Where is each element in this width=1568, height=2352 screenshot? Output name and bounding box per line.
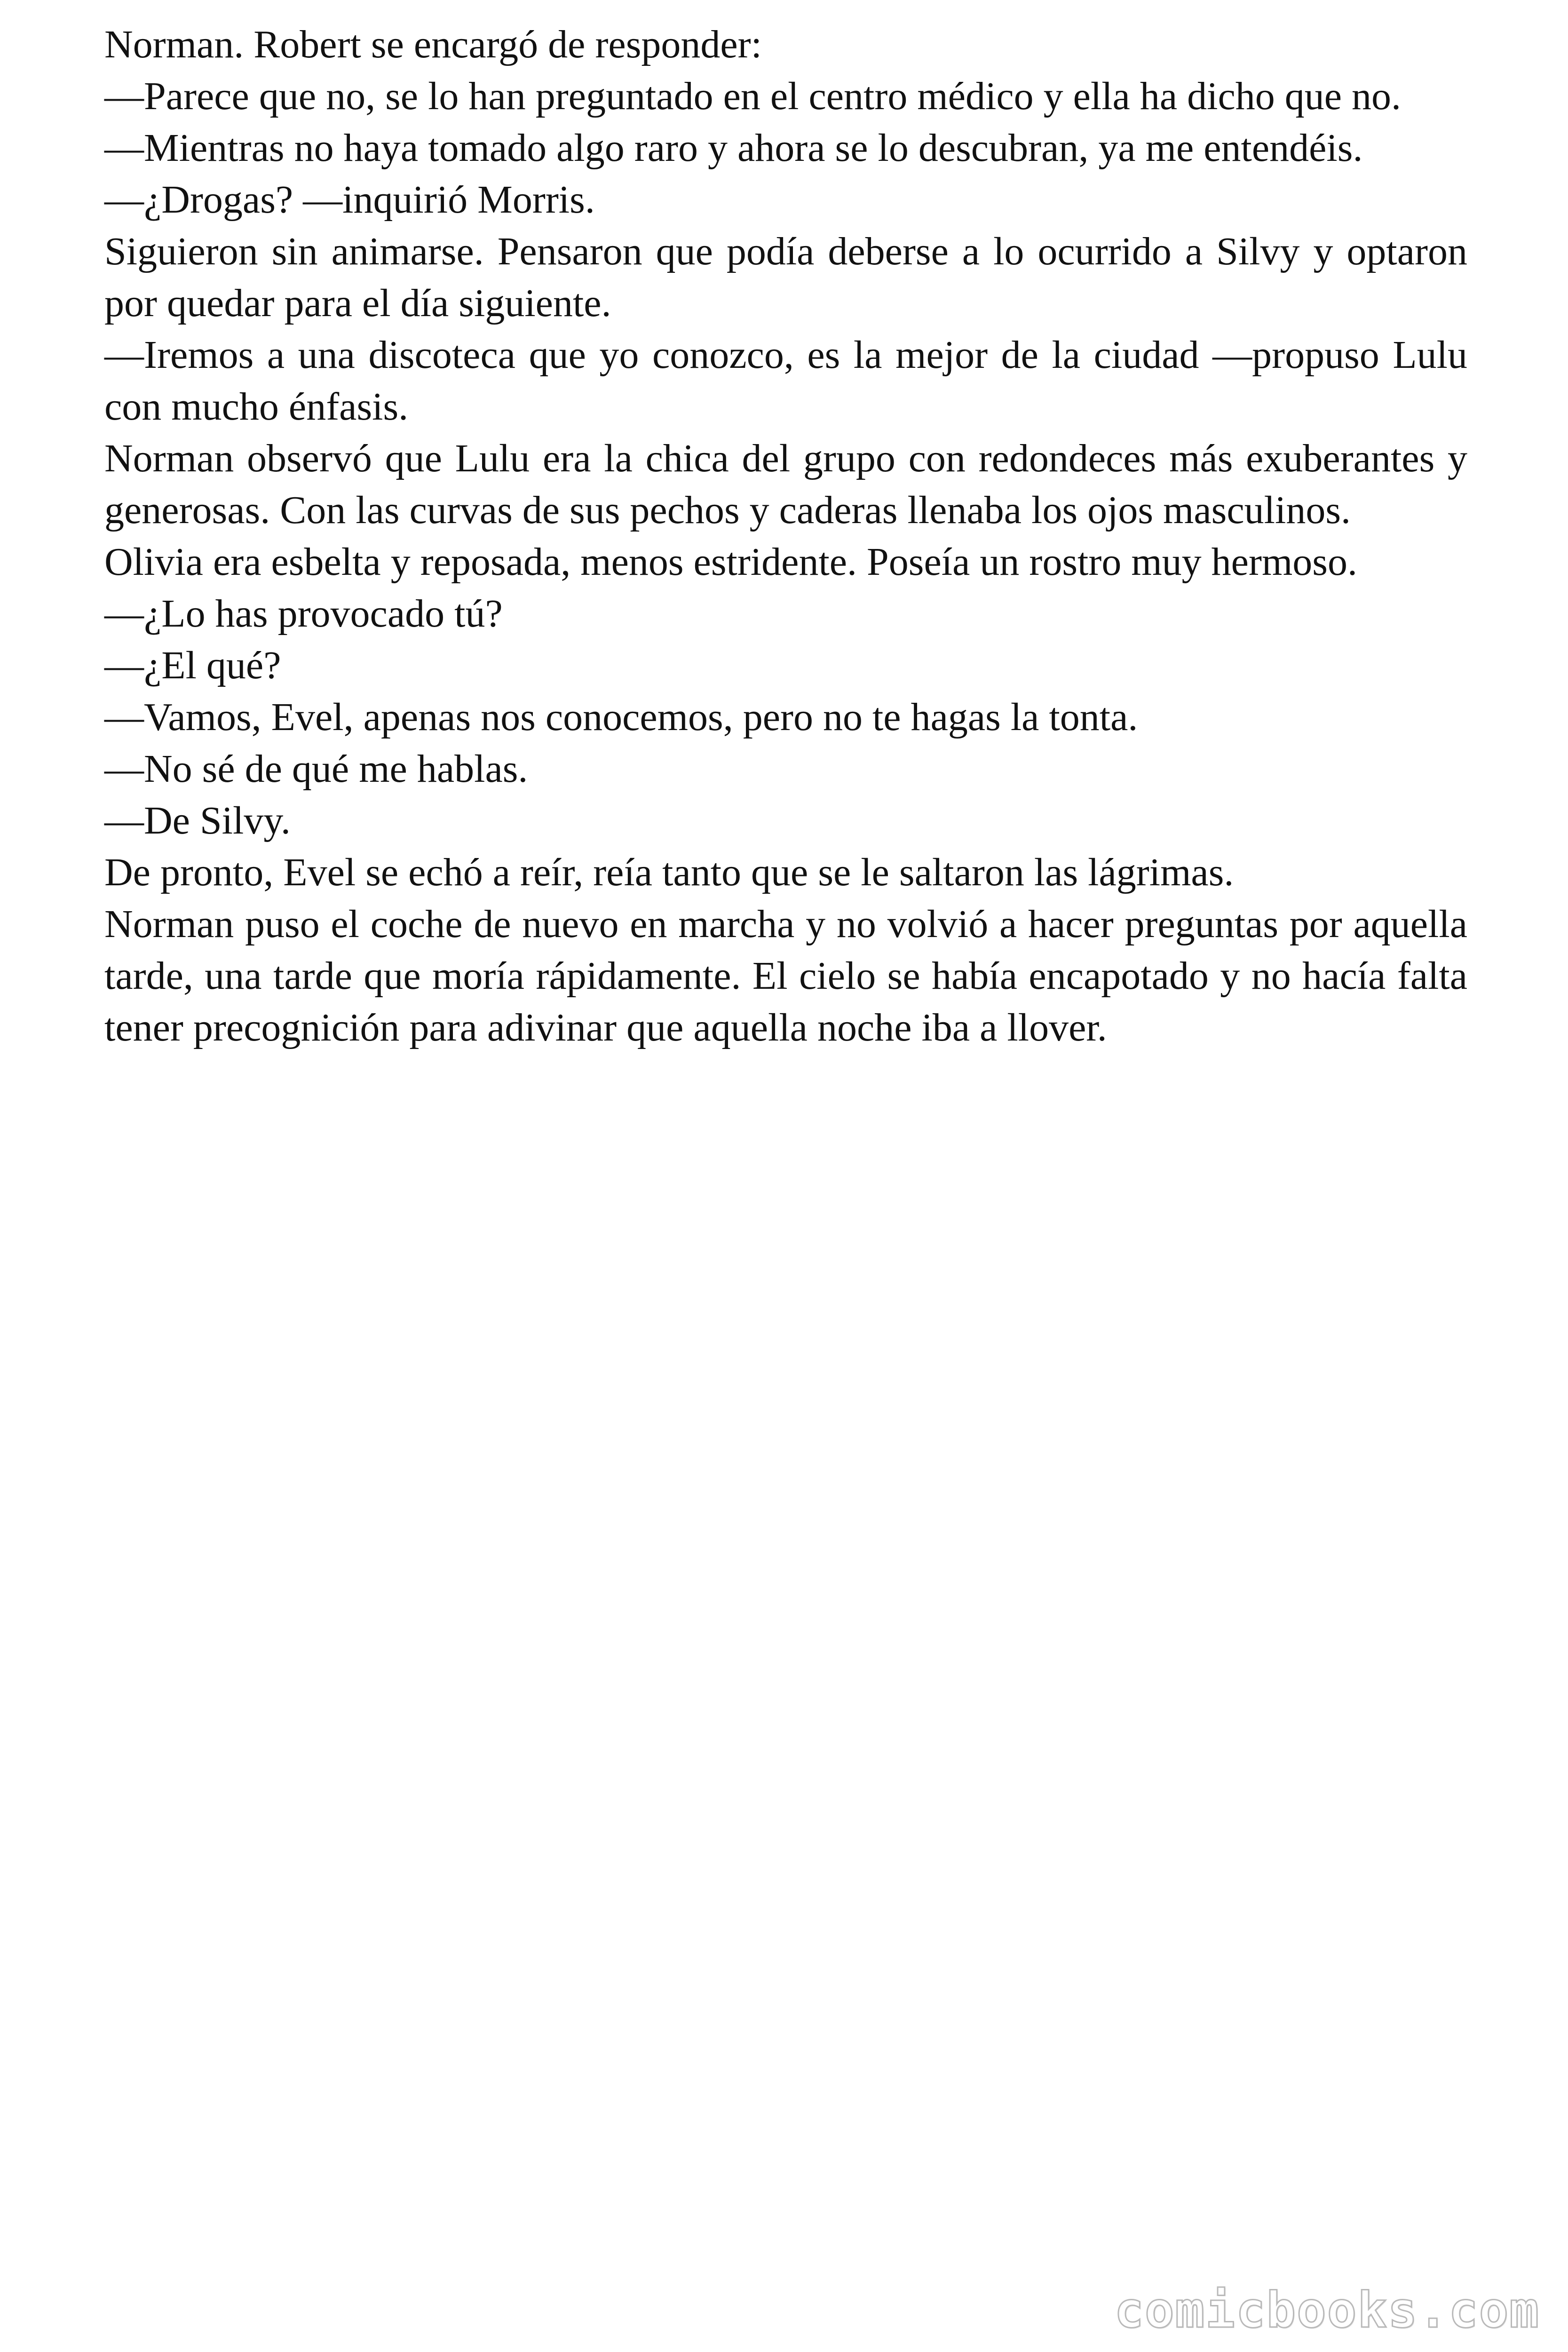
paragraph: Siguieron sin animarse. Pensaron que podía deberse a lo ocurrido a Silvy y optaron por quedar para el día siguiente. [104,230,1467,325]
paragraph: —Mientras no haya tomado algo raro y ahora se lo descubran, ya me entendéis. [104,126,1363,170]
paragraph: Norman puso el coche de nuevo en marcha y no volvió a hacer preguntas por aquella tarde, una tarde que moría rápidamente. El cielo se había encapotado y no hacía falta tener precognición para adivinar que aquella noche iba a llover. [104,902,1467,1049]
paragraph: —¿Drogas? —inquirió Morris. [104,178,595,222]
paragraph: Olivia era esbelta y reposada, menos estridente. Poseía un rostro muy hermoso. [104,540,1357,584]
paragraph: —¿Lo has provocado tú? [104,592,503,636]
paragraph: —Parece que no, se lo han preguntado en el centro médico y ella ha dicho que no. [104,74,1402,118]
paragraph: De pronto, Evel se echó a reír, reía tanto que se le saltaron las lágrimas. [104,850,1234,894]
paragraph: Norman. Robert se encargó de responder: [104,23,762,66]
paragraph: —¿El qué? [104,644,281,687]
paragraph: —Vamos, Evel, apenas nos conocemos, pero no te hagas la tonta. [104,695,1138,739]
paragraph: —De Silvy. [104,799,291,842]
paragraph: —No sé de qué me hablas. [104,747,528,791]
paragraph: Norman observó que Lulu era la chica del grupo con redondeces más exuberantes y generosas. Con las curvas de sus pechos y caderas llenaba los ojos masculinos. [104,437,1467,532]
watermark-logo: comicbooks.com [1114,2281,1540,2339]
paragraph: —Iremos a una discoteca que yo conozco, es la mejor de la ciudad —propuso Lulu con mucho énfasis. [104,333,1467,429]
page-body-text [104,19,1467,1054]
